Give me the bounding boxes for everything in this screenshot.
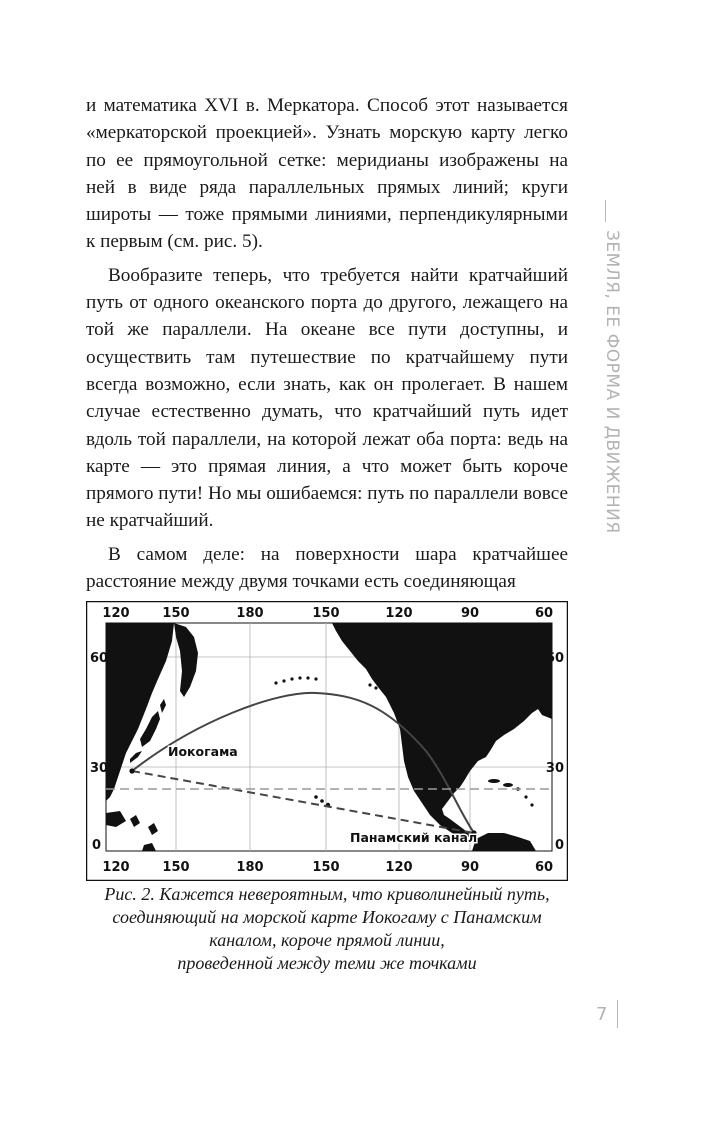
figure-caption xyxy=(86,883,568,975)
right-tick: 30 xyxy=(545,761,564,776)
top-tick: 120 xyxy=(102,606,130,621)
yokohama-marker xyxy=(129,768,134,773)
mercator-map-figure xyxy=(86,601,568,881)
caption-line: каналом, короче прямой линии, xyxy=(209,930,445,950)
bottom-tick: 120 xyxy=(385,860,413,875)
paragraph-2: Вообразите теперь, что требуется найти кратчайший путь от одного океанского порта до другого, лежащего на той же параллели. На океане все пути доступны, и осуществить там путешествие по кратчайшему пути всегда возможно, если знать, как он пролегает. В нашем случае естественно думать, что кратчайший путь идет вдоль той параллели, на которой лежат оба порта: ведь на карте — это прямая линия, а что может быть короче прямого пути! Но мы ошибаемся: путь по параллели вовсе не кратчайший. xyxy=(86,264,568,532)
label-yokohama: Иокогама xyxy=(168,744,238,759)
top-tick: 180 xyxy=(236,606,264,621)
right-tick: 0 xyxy=(554,838,564,853)
page-number: 7 xyxy=(596,1004,608,1025)
left-tick: 30 xyxy=(90,761,109,776)
page-number-divider xyxy=(617,1000,618,1028)
top-tick: 150 xyxy=(312,606,340,621)
running-title-sidebar xyxy=(592,190,622,534)
bottom-tick: 180 xyxy=(236,860,264,875)
body-text xyxy=(86,92,568,595)
bottom-tick: 90 xyxy=(460,860,480,875)
paragraph-3: В самом деле: на поверхности шара кратчайшее расстояние между двумя точками есть соединяющая xyxy=(86,543,568,593)
left-tick: 0 xyxy=(92,838,102,853)
top-tick: 120 xyxy=(385,606,413,621)
bottom-tick: 150 xyxy=(312,860,340,875)
bottom-tick: 120 xyxy=(102,860,130,875)
top-tick: 60 xyxy=(534,606,554,621)
right-tick: 60 xyxy=(545,651,564,666)
bottom-tick: 150 xyxy=(162,860,190,875)
bottom-tick: 60 xyxy=(534,860,554,875)
top-tick: 150 xyxy=(162,606,190,621)
label-panama: Панамский канал xyxy=(350,830,478,845)
paragraph-1: и математика XVI в. Меркатора. Способ этот называется «меркаторской проекцией». Узнать морскую карту легко по ее прямоугольной сетке: меридианы изображены на ней в виде ряда параллельных прямых линий; круги широты — тоже прямыми линиями, перпендикулярными к первым (см. рис. 5). xyxy=(86,95,568,253)
running-title: ЗЕМЛЯ, ЕЕ ФОРМА И ДВИЖЕНИЯ xyxy=(602,230,622,534)
caption-line: Рис. 2. Кажется невероятным, что криволинейный путь, xyxy=(104,884,550,904)
left-tick: 60 xyxy=(90,651,109,666)
caption-line: проведенной между теми же точками xyxy=(177,953,477,973)
caption-line: соединяющий на морской карте Иокогаму с Панамским xyxy=(112,907,542,927)
sidebar-divider xyxy=(605,200,606,222)
top-tick: 90 xyxy=(460,606,480,621)
